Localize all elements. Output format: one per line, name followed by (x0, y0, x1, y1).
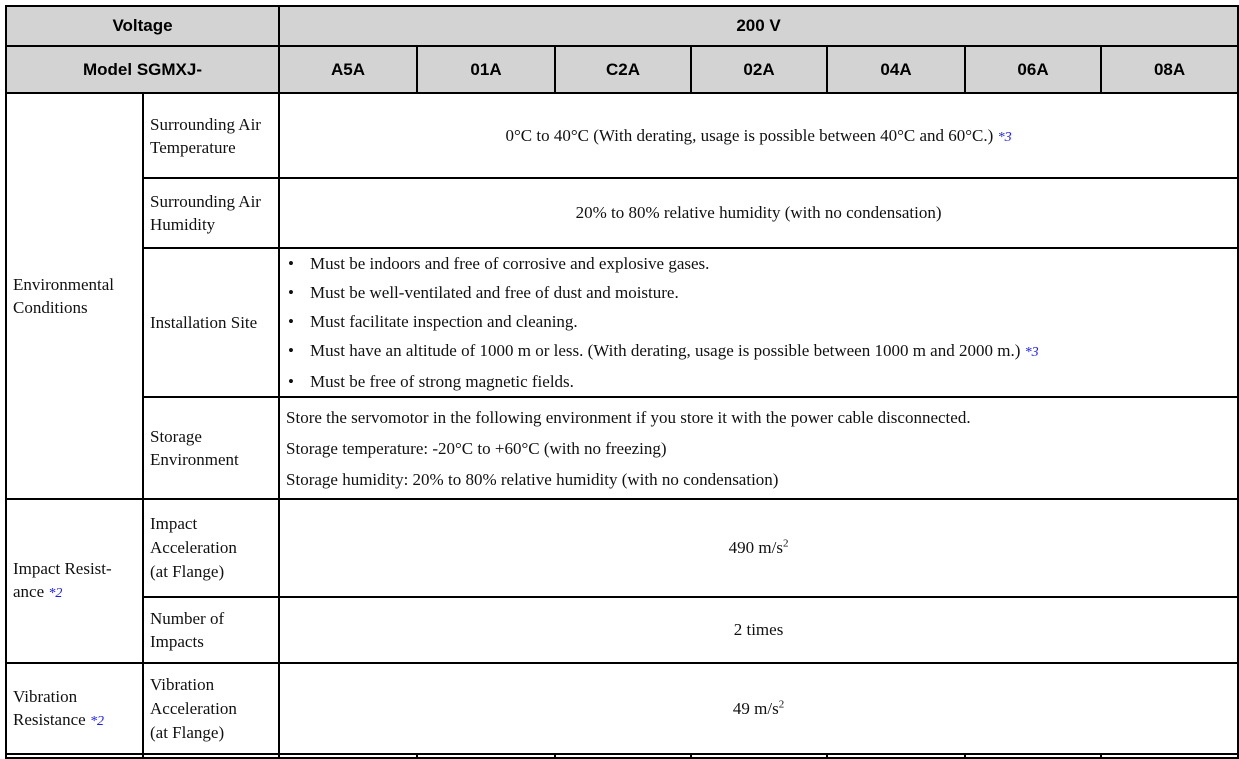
label-vibration-acceleration (143, 663, 279, 754)
storage-line: Storage temperature: -20°C to +60°C (with no freezing) (286, 438, 667, 458)
value-impact-acceleration (279, 499, 1238, 597)
exponent: 2 (782, 537, 789, 550)
footnote-ref-link[interactable]: *2 (48, 586, 63, 601)
bullet-item: • Must be indoors and free of corrosive and explosive gases. (286, 249, 1231, 278)
label-impact-acceleration (143, 499, 279, 597)
value-storage-environment (279, 397, 1238, 499)
label-installation-site: Installation Site (143, 248, 279, 397)
table-row (6, 93, 1238, 178)
value-number-of-impacts: 2 times (279, 597, 1238, 663)
empty-cell (143, 754, 279, 758)
spec-table (5, 5, 1239, 759)
table-row (6, 397, 1238, 499)
group-vibration-resistance (6, 663, 143, 754)
value-vibration-acceleration (279, 663, 1238, 754)
model-column-header: 06A (965, 46, 1101, 93)
impact-acceleration-text: 490 m/s (728, 538, 783, 557)
storage-line: Storage humidity: 20% to 80% relative humidity (with no condensation) (286, 469, 779, 489)
label-line: (at Flange) (150, 722, 225, 742)
label-surrounding-air-temperature: Surrounding Air Temperature (143, 93, 279, 178)
table-row (6, 663, 1238, 754)
table-row (6, 248, 1238, 397)
footnote-ref-link[interactable]: *3 (1024, 345, 1039, 360)
installation-bullet-list (286, 249, 1231, 396)
empty-cell (279, 754, 417, 758)
empty-cell (6, 754, 143, 758)
model-column-header: 01A (417, 46, 555, 93)
bullet-item: • Must facilitate inspection and cleaning. (286, 307, 1231, 336)
label-line: (at Flange) (150, 562, 225, 581)
group-vibration-label: Vibration Resistance (13, 686, 86, 729)
voltage-value: 200 V (279, 6, 1238, 46)
label-storage-environment: Storage Environment (143, 397, 279, 499)
footnote-ref-link[interactable]: *2 (89, 713, 104, 729)
vibration-acceleration-text: 49 m/s (732, 698, 779, 718)
empty-cell (827, 754, 965, 758)
group-impact-resistance (6, 499, 143, 663)
value-surrounding-air-humidity: 20% to 80% relative humidity (with no condensation) (279, 178, 1238, 248)
empty-cell (417, 754, 555, 758)
table-row-cutoff (6, 754, 1238, 758)
model-column-header: A5A (279, 46, 417, 93)
footnote-ref-link[interactable]: *3 (997, 129, 1012, 145)
empty-cell (555, 754, 691, 758)
voltage-label: Voltage (6, 6, 279, 46)
model-column-header: 08A (1101, 46, 1238, 93)
model-row (6, 46, 1238, 93)
model-column-header: C2A (555, 46, 691, 93)
bullet-item: • Must be free of strong magnetic fields. (286, 367, 1231, 396)
label-line: Vibration (150, 674, 215, 694)
value-surrounding-air-temperature (279, 93, 1238, 178)
bullet-item: • Must have an altitude of 1000 m or less. (With derating, usage is possible between 1000 m and 2000 m.) *3 (286, 336, 1231, 367)
bullet-item: • Must be well-ventilated and free of dust and moisture. (286, 278, 1231, 307)
group-impact-label: Impact Resist- ance (13, 559, 112, 601)
empty-cell (965, 754, 1101, 758)
voltage-row (6, 6, 1238, 46)
table-row (6, 178, 1238, 248)
model-column-header: 02A (691, 46, 827, 93)
table-row (6, 499, 1238, 597)
empty-cell (1101, 754, 1238, 758)
label-line: Acceleration (150, 538, 237, 557)
temperature-text: 0°C to 40°C (With derating, usage is possible between 40°C and 60°C.) (505, 125, 994, 145)
label-number-of-impacts: Number of Impacts (143, 597, 279, 663)
empty-cell (691, 754, 827, 758)
label-line: Acceleration (150, 698, 237, 718)
model-column-header: 04A (827, 46, 965, 93)
label-line: Impact (150, 514, 198, 533)
model-label: Model SGMXJ- (6, 46, 279, 93)
label-surrounding-air-humidity: Surrounding Air Humidity (143, 178, 279, 248)
table-row (6, 597, 1238, 663)
exponent: 2 (778, 697, 785, 710)
value-installation-site (279, 248, 1238, 397)
storage-line: Store the servomotor in the following environment if you store it with the power cable disconnected. (286, 407, 971, 427)
group-environmental: Environmental Conditions (6, 93, 143, 499)
